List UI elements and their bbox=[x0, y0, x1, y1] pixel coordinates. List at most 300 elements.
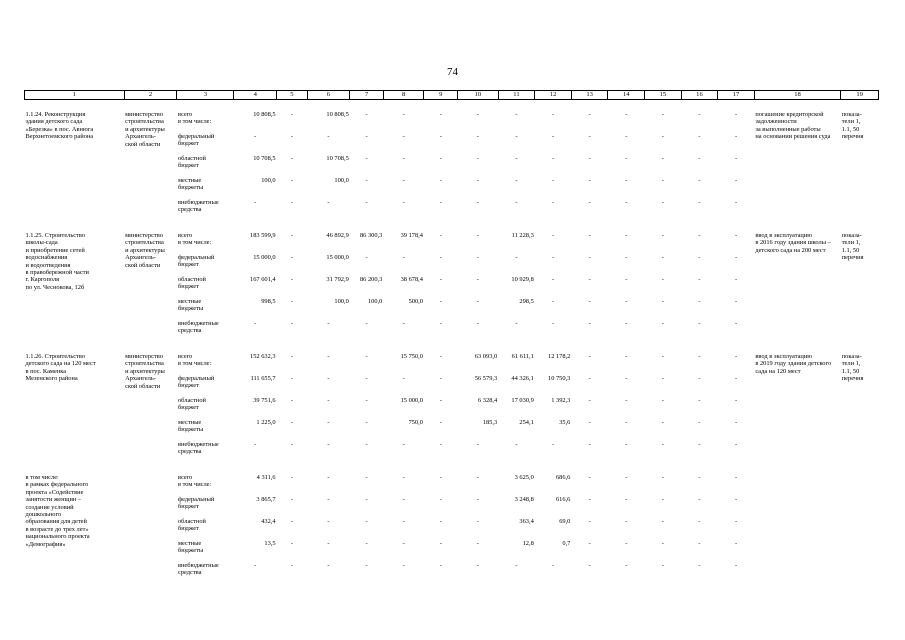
value-cell: - bbox=[476, 111, 479, 118]
value-cell: - bbox=[476, 562, 479, 569]
value-cell: - bbox=[290, 419, 293, 426]
value-cell: - bbox=[588, 397, 591, 404]
funding-source-label: всего в том числе: bbox=[177, 111, 212, 126]
value-cell: - bbox=[734, 441, 738, 448]
value-cell: - bbox=[402, 155, 405, 162]
value-cell: - bbox=[625, 562, 628, 569]
value-cell: - bbox=[402, 199, 405, 206]
funding-source-label: всего в том числе: bbox=[177, 474, 212, 489]
value-cell: - bbox=[588, 177, 591, 184]
value-cell: - bbox=[402, 562, 405, 569]
value-cell: - bbox=[327, 540, 330, 547]
funding-source-label: областной бюджет bbox=[177, 155, 206, 170]
value-cell: 86 200,3 bbox=[359, 276, 383, 283]
value-cell: - bbox=[327, 441, 330, 448]
executor-cell: министерство строительства и архитектуры Архангель- ской области bbox=[125, 232, 165, 269]
value-cell: - bbox=[439, 111, 442, 118]
value-cell: - bbox=[365, 518, 368, 525]
event-title: 1.1.26. Строительство детского сада на 120 мест в пос. Каменка Мезенского района bbox=[25, 353, 96, 383]
funding-source-label: федеральный бюджет bbox=[177, 496, 215, 511]
value-cell: - bbox=[439, 419, 442, 426]
value-cell: - bbox=[734, 397, 738, 404]
budget-table bbox=[24, 90, 879, 584]
value-cell: - bbox=[588, 540, 591, 547]
value-cell: - bbox=[625, 276, 628, 283]
value-cell: - bbox=[439, 155, 442, 162]
value-cell: - bbox=[734, 474, 738, 481]
value-cell: - bbox=[552, 232, 555, 239]
value-cell: - bbox=[625, 232, 628, 239]
executor-cell: министерство строительства и архитектуры Архангель- ской области bbox=[125, 111, 165, 148]
value-cell: - bbox=[625, 298, 628, 305]
funding-source-label: областной бюджет bbox=[177, 276, 206, 291]
value-cell: 44 326,1 bbox=[511, 375, 534, 382]
funding-source-label: внебюджетные средства bbox=[177, 441, 219, 456]
value-cell: - bbox=[698, 177, 701, 184]
value-cell: - bbox=[698, 199, 701, 206]
column-number: 9 bbox=[424, 91, 458, 100]
value-cell: 616,6 bbox=[555, 496, 571, 503]
value-cell: - bbox=[661, 232, 664, 239]
funding-source-label: местные бюджеты bbox=[177, 419, 204, 434]
value-cell: 10 708,5 bbox=[253, 155, 276, 162]
value-cell: - bbox=[661, 419, 664, 426]
value-cell: - bbox=[476, 232, 479, 239]
executor-cell: министерство строительства и архитектуры Архангель- ской области bbox=[125, 353, 165, 390]
value-cell: - bbox=[476, 496, 479, 503]
value-cell: - bbox=[698, 155, 701, 162]
value-cell: - bbox=[476, 177, 479, 184]
value-cell: - bbox=[661, 474, 664, 481]
value-cell: - bbox=[698, 540, 701, 547]
value-cell: - bbox=[327, 199, 330, 206]
value-cell: - bbox=[698, 441, 701, 448]
column-number: 3 bbox=[177, 91, 234, 100]
value-cell: - bbox=[439, 441, 442, 448]
value-cell: - bbox=[365, 177, 368, 184]
value-cell: - bbox=[661, 254, 664, 261]
column-number: 7 bbox=[350, 91, 384, 100]
value-cell: 750,0 bbox=[408, 419, 423, 426]
value-cell: 167 601,4 bbox=[250, 276, 276, 283]
value-cell: 183 599,9 bbox=[250, 232, 276, 239]
value-cell: - bbox=[734, 540, 738, 547]
value-cell: 100,0 bbox=[261, 177, 276, 184]
value-cell: - bbox=[439, 320, 442, 327]
funding-source-label: местные бюджеты bbox=[177, 298, 204, 313]
column-number: 15 bbox=[645, 91, 682, 100]
value-cell: 111 655,7 bbox=[250, 375, 276, 382]
funding-source-label: местные бюджеты bbox=[177, 177, 204, 192]
value-cell: - bbox=[588, 441, 591, 448]
value-cell: - bbox=[588, 199, 591, 206]
value-cell: - bbox=[734, 232, 738, 239]
value-cell: - bbox=[734, 419, 738, 426]
value-cell: - bbox=[254, 441, 257, 448]
value-cell: - bbox=[625, 177, 628, 184]
value-cell: - bbox=[552, 254, 555, 261]
value-cell: - bbox=[625, 496, 628, 503]
value-cell: - bbox=[402, 375, 405, 382]
value-cell: - bbox=[734, 254, 738, 261]
value-cell: - bbox=[661, 298, 664, 305]
value-cell: - bbox=[290, 111, 293, 118]
value-cell: - bbox=[365, 254, 368, 261]
value-cell: - bbox=[439, 254, 442, 261]
value-cell: - bbox=[365, 111, 368, 118]
event-title: 1.1.25. Строительство школы-сада и приобретение сетей водоснабжения и водоотведения в правобережной части г. Каргополя по ул. Чеснокова, 12б bbox=[25, 232, 89, 291]
value-cell: - bbox=[254, 133, 257, 140]
value-cell: - bbox=[698, 353, 701, 360]
value-cell: - bbox=[625, 353, 628, 360]
value-cell: - bbox=[327, 320, 330, 327]
column-number: 10 bbox=[458, 91, 499, 100]
value-cell: - bbox=[698, 320, 701, 327]
value-cell: - bbox=[734, 111, 738, 118]
value-cell: - bbox=[402, 496, 405, 503]
value-cell: - bbox=[290, 177, 293, 184]
value-cell: 31 792,9 bbox=[326, 276, 349, 283]
value-cell: - bbox=[552, 320, 555, 327]
funding-source-label: федеральный бюджет bbox=[177, 375, 215, 390]
value-cell: - bbox=[290, 298, 293, 305]
value-cell: - bbox=[402, 441, 405, 448]
value-cell: - bbox=[588, 375, 591, 382]
value-cell: - bbox=[439, 397, 442, 404]
value-cell: 38 678,4 bbox=[400, 276, 423, 283]
value-cell: - bbox=[439, 375, 442, 382]
value-cell: - bbox=[552, 199, 555, 206]
value-cell: - bbox=[515, 441, 518, 448]
value-cell: - bbox=[588, 254, 591, 261]
value-cell: - bbox=[290, 276, 293, 283]
value-cell: - bbox=[552, 441, 555, 448]
value-cell: - bbox=[327, 496, 330, 503]
funding-source-label: областной бюджет bbox=[177, 518, 206, 533]
value-cell: 100,0 bbox=[367, 298, 383, 305]
value-cell: - bbox=[698, 254, 701, 261]
value-cell: - bbox=[365, 375, 368, 382]
value-cell: - bbox=[661, 496, 664, 503]
value-cell: - bbox=[290, 496, 293, 503]
value-cell: - bbox=[698, 298, 701, 305]
result-cell: ввод в эксплуатацию в 2016 году здания школы – детского сада на 200 мест bbox=[755, 232, 831, 254]
value-cell: - bbox=[254, 199, 257, 206]
value-cell: - bbox=[698, 419, 701, 426]
value-cell: - bbox=[625, 320, 628, 327]
funding-source-label: всего в том числе: bbox=[177, 232, 212, 247]
value-cell: - bbox=[661, 441, 664, 448]
value-cell: - bbox=[402, 254, 405, 261]
column-number: 13 bbox=[571, 91, 608, 100]
value-cell: - bbox=[290, 254, 293, 261]
value-cell: - bbox=[290, 397, 293, 404]
value-cell: - bbox=[365, 441, 368, 448]
value-cell: - bbox=[290, 320, 293, 327]
value-cell: - bbox=[254, 320, 257, 327]
value-cell: - bbox=[552, 562, 555, 569]
value-cell: - bbox=[588, 518, 591, 525]
value-cell: - bbox=[588, 320, 591, 327]
value-cell: - bbox=[365, 474, 368, 481]
value-cell: - bbox=[515, 254, 518, 261]
value-cell: 100,0 bbox=[334, 177, 349, 184]
value-cell: - bbox=[439, 353, 442, 360]
value-cell: 254,1 bbox=[519, 419, 534, 426]
value-cell: - bbox=[734, 298, 738, 305]
value-cell: - bbox=[661, 375, 664, 382]
value-cell: - bbox=[515, 199, 518, 206]
value-cell: - bbox=[552, 177, 555, 184]
column-number: 5 bbox=[277, 91, 308, 100]
value-cell: - bbox=[625, 111, 628, 118]
column-number: 4 bbox=[234, 91, 277, 100]
value-cell: - bbox=[661, 177, 664, 184]
column-number-row bbox=[25, 91, 879, 100]
column-number: 8 bbox=[383, 91, 424, 100]
value-cell: - bbox=[661, 320, 664, 327]
value-cell: - bbox=[734, 562, 738, 569]
value-cell: - bbox=[588, 232, 591, 239]
table-row bbox=[25, 111, 879, 133]
value-cell: - bbox=[552, 298, 555, 305]
value-cell: - bbox=[625, 254, 628, 261]
value-cell: 185,3 bbox=[482, 419, 498, 426]
value-cell: 63 093,0 bbox=[474, 353, 498, 360]
value-cell: 998,5 bbox=[261, 298, 276, 305]
value-cell: - bbox=[588, 353, 591, 360]
value-cell: - bbox=[290, 133, 293, 140]
value-cell: 10 808,5 bbox=[253, 111, 276, 118]
value-cell: - bbox=[327, 133, 330, 140]
indicator-cell: показа- тели 1, 1.1, 50 перечня bbox=[841, 353, 864, 383]
column-number: 12 bbox=[535, 91, 572, 100]
value-cell: - bbox=[327, 353, 330, 360]
value-cell: - bbox=[327, 397, 330, 404]
value-cell: 46 892,9 bbox=[326, 232, 349, 239]
value-cell: 100,0 bbox=[334, 298, 349, 305]
value-cell: - bbox=[365, 353, 368, 360]
value-cell: 12,8 bbox=[522, 540, 534, 547]
indicator-cell bbox=[841, 474, 879, 584]
value-cell: - bbox=[734, 518, 738, 525]
value-cell: - bbox=[588, 562, 591, 569]
value-cell: - bbox=[625, 397, 628, 404]
value-cell: - bbox=[439, 232, 442, 239]
value-cell: - bbox=[734, 177, 738, 184]
value-cell: - bbox=[402, 518, 405, 525]
value-cell: - bbox=[327, 474, 330, 481]
value-cell: - bbox=[698, 111, 701, 118]
value-cell: - bbox=[402, 111, 405, 118]
value-cell: - bbox=[290, 353, 293, 360]
value-cell: 3 865,7 bbox=[256, 496, 276, 503]
value-cell: - bbox=[365, 320, 368, 327]
value-cell: 15 000,0 bbox=[253, 254, 276, 261]
value-cell: - bbox=[402, 133, 405, 140]
value-cell: 69,0 bbox=[559, 518, 571, 525]
value-cell: 152 632,3 bbox=[250, 353, 276, 360]
value-cell: - bbox=[661, 397, 664, 404]
value-cell: - bbox=[365, 155, 368, 162]
value-cell: - bbox=[365, 562, 368, 569]
value-cell: 6 328,4 bbox=[478, 397, 498, 404]
value-cell: - bbox=[365, 540, 368, 547]
column-number: 11 bbox=[498, 91, 535, 100]
value-cell: - bbox=[476, 298, 479, 305]
value-cell: 15 000,0 bbox=[400, 397, 423, 404]
value-cell: - bbox=[588, 298, 591, 305]
value-cell: - bbox=[588, 496, 591, 503]
value-cell: - bbox=[290, 155, 293, 162]
value-cell: - bbox=[734, 133, 738, 140]
value-cell: - bbox=[402, 320, 405, 327]
value-cell: - bbox=[625, 540, 628, 547]
value-cell: - bbox=[439, 518, 442, 525]
value-cell: 15 000,0 bbox=[326, 254, 349, 261]
value-cell: - bbox=[625, 441, 628, 448]
value-cell: - bbox=[439, 276, 442, 283]
funding-source-label: федеральный бюджет bbox=[177, 133, 215, 148]
page-number: 74 bbox=[447, 66, 458, 78]
value-cell: 1 392,3 bbox=[551, 397, 571, 404]
result-cell: погашение кредиторской задолженности за выполненные работы на основании решения суда bbox=[755, 111, 831, 141]
value-cell: - bbox=[698, 232, 701, 239]
value-cell: 12 178,2 bbox=[548, 353, 571, 360]
value-cell: - bbox=[365, 496, 368, 503]
value-cell: - bbox=[625, 199, 628, 206]
value-cell: - bbox=[625, 518, 628, 525]
value-cell: - bbox=[625, 474, 628, 481]
value-cell: - bbox=[476, 518, 479, 525]
value-cell: - bbox=[439, 133, 442, 140]
value-cell: 10 808,5 bbox=[326, 111, 349, 118]
value-cell: 298,5 bbox=[519, 298, 534, 305]
value-cell: - bbox=[476, 540, 479, 547]
value-cell: - bbox=[734, 496, 738, 503]
value-cell: - bbox=[734, 276, 738, 283]
value-cell: 10 929,8 bbox=[511, 276, 534, 283]
value-cell: 39 751,6 bbox=[253, 397, 276, 404]
column-number: 6 bbox=[307, 91, 350, 100]
value-cell: - bbox=[515, 320, 518, 327]
value-cell: - bbox=[290, 441, 293, 448]
value-cell: - bbox=[290, 474, 293, 481]
value-cell: - bbox=[476, 441, 479, 448]
value-cell: - bbox=[402, 540, 405, 547]
value-cell: 61 611,1 bbox=[511, 353, 534, 360]
value-cell: - bbox=[698, 133, 701, 140]
value-cell: - bbox=[552, 133, 555, 140]
value-cell: - bbox=[552, 276, 555, 283]
value-cell: 10 708,5 bbox=[326, 155, 349, 162]
value-cell: - bbox=[439, 562, 442, 569]
value-cell: 56 579,3 bbox=[474, 375, 498, 382]
value-cell: - bbox=[476, 254, 479, 261]
value-cell: - bbox=[515, 562, 518, 569]
value-cell: 3 248,8 bbox=[514, 496, 534, 503]
value-cell: - bbox=[439, 540, 442, 547]
column-number: 2 bbox=[124, 91, 177, 100]
value-cell: - bbox=[290, 562, 293, 569]
value-cell: - bbox=[661, 562, 664, 569]
executor-cell bbox=[124, 474, 177, 584]
value-cell: - bbox=[515, 155, 518, 162]
value-cell: - bbox=[661, 155, 664, 162]
result-cell: ввод в эксплуатацию в 2019 году здания детского сада на 120 мест bbox=[755, 353, 832, 375]
table-row bbox=[25, 474, 879, 496]
value-cell: - bbox=[476, 276, 479, 283]
value-cell: 39 178,4 bbox=[400, 232, 423, 239]
value-cell: - bbox=[439, 177, 442, 184]
value-cell: - bbox=[734, 353, 738, 360]
value-cell: 432,4 bbox=[261, 518, 276, 525]
value-cell: - bbox=[698, 474, 701, 481]
value-cell: - bbox=[625, 419, 628, 426]
value-cell: - bbox=[327, 419, 330, 426]
value-cell: - bbox=[476, 199, 479, 206]
event-title: в том числе: в рамках федерального проекта «Содействие занятости женщин – создание условий дошкольного образования для детей в возрасте до трех лет» национального проекта «Демография» bbox=[25, 474, 90, 548]
value-cell: - bbox=[661, 133, 664, 140]
value-cell: - bbox=[327, 375, 330, 382]
value-cell: - bbox=[552, 155, 555, 162]
column-number: 14 bbox=[608, 91, 645, 100]
funding-source-label: внебюджетные средства bbox=[177, 199, 219, 214]
value-cell: 686,6 bbox=[555, 474, 571, 481]
value-cell: - bbox=[661, 199, 664, 206]
value-cell: - bbox=[439, 474, 442, 481]
value-cell: - bbox=[476, 133, 479, 140]
value-cell: - bbox=[439, 298, 442, 305]
value-cell: - bbox=[290, 518, 293, 525]
value-cell: 17 030,9 bbox=[511, 397, 534, 404]
indicator-cell: показа- тели 1, 1.1, 50 перечня bbox=[841, 232, 864, 262]
value-cell: 3 625,0 bbox=[514, 474, 534, 481]
value-cell: - bbox=[254, 562, 257, 569]
value-cell: - bbox=[476, 474, 479, 481]
table-row bbox=[25, 353, 879, 375]
value-cell: - bbox=[588, 419, 591, 426]
value-cell: - bbox=[698, 518, 701, 525]
value-cell: - bbox=[698, 276, 701, 283]
value-cell: - bbox=[588, 111, 591, 118]
value-cell: - bbox=[588, 276, 591, 283]
funding-source-label: областной бюджет bbox=[177, 397, 206, 412]
value-cell: - bbox=[515, 111, 518, 118]
result-cell bbox=[754, 474, 840, 584]
value-cell: - bbox=[734, 155, 738, 162]
value-cell: - bbox=[625, 133, 628, 140]
value-cell: - bbox=[588, 474, 591, 481]
column-number: 19 bbox=[841, 91, 879, 100]
value-cell: - bbox=[290, 540, 293, 547]
funding-source-label: местные бюджеты bbox=[177, 540, 204, 555]
value-cell: - bbox=[515, 133, 518, 140]
value-cell: 86 300,3 bbox=[359, 232, 383, 239]
value-cell: 500,0 bbox=[408, 298, 423, 305]
value-cell: 13,5 bbox=[264, 540, 276, 547]
value-cell: 15 750,0 bbox=[400, 353, 423, 360]
column-number: 1 bbox=[25, 91, 125, 100]
value-cell: - bbox=[588, 155, 591, 162]
value-cell: - bbox=[365, 419, 368, 426]
value-cell: 0,7 bbox=[562, 540, 571, 547]
value-cell: - bbox=[365, 397, 368, 404]
value-cell: 363,4 bbox=[519, 518, 534, 525]
column-number: 16 bbox=[681, 91, 718, 100]
value-cell: - bbox=[698, 375, 701, 382]
funding-source-label: внебюджетные средства bbox=[177, 320, 219, 335]
